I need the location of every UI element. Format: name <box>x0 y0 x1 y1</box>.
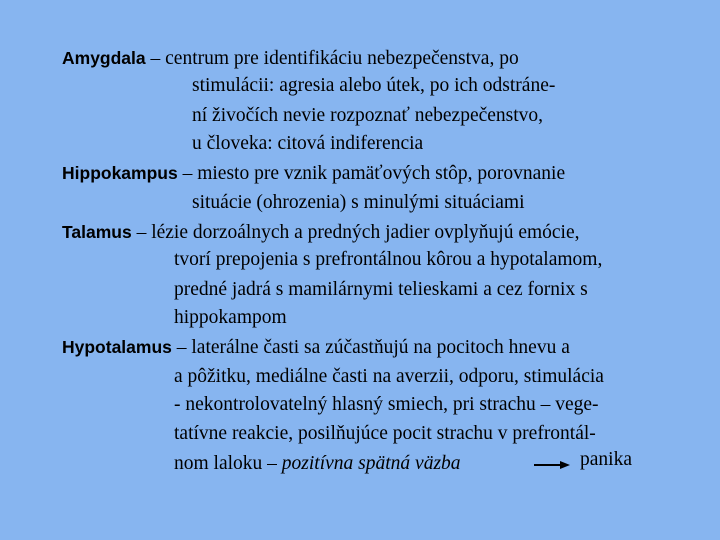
hypotalamus-line-5 <box>174 451 461 477</box>
dash: – <box>177 163 198 184</box>
term-hippokampus: Hippokampus <box>62 163 178 183</box>
dash: – <box>131 222 152 243</box>
term-hypotalamus: Hypotalamus <box>62 337 172 357</box>
dash: – <box>171 337 192 358</box>
hippokampus-text-1: miesto pre vznik pamäťových stôp, porovnanie <box>197 163 566 184</box>
hypotalamus-line-2: a pôžitku, mediálne časti na averzii, odporu, stimulácia <box>174 366 604 387</box>
talamus-line-2: tvorí prepojenia s prefrontálnou kôrou a hypotalamom, <box>174 249 603 270</box>
hypotalamus-line-1 <box>62 334 570 361</box>
hypotalamus-line-4: tatívne reakcie, posilňujúce pocit strachu v prefrontál- <box>174 423 596 444</box>
hypotalamus-text-5: nom laloku – <box>174 453 282 474</box>
amygdala-text-1: centrum pre identifikáciu nebezpečenstva, po <box>165 48 519 69</box>
hippokampus-line-1 <box>62 160 565 187</box>
talamus-text-1: lézie dorzoálnych a predných jadier ovplyňujú emócie, <box>151 222 580 243</box>
term-talamus: Talamus <box>62 222 132 242</box>
talamus-line-4: hippokampom <box>174 307 287 328</box>
hippokampus-line-2: situácie (ohrozenia) s minulými situáciami <box>192 192 525 213</box>
right-arrow-icon <box>534 463 570 467</box>
hypotalamus-line-3: - nekontrolovatelný hlasný smiech, pri strachu – vege- <box>174 394 599 415</box>
amygdala-line-3: ní živočích nevie rozpoznať nebezpečenstvo, <box>192 105 544 126</box>
amygdala-line-4: u človeka: citová indiferencia <box>192 133 424 154</box>
result-text: panika <box>580 449 632 470</box>
talamus-line-3: predné jadrá s mamilárnymi telieskami a cez fornix s <box>174 279 588 300</box>
hypotalamus-text-1: laterálne časti sa zúčastňujú na pocitoch hnevu a <box>191 337 570 358</box>
amygdala-line-1 <box>62 45 519 72</box>
talamus-line-1 <box>62 219 580 246</box>
emphasis-text: pozitívna spätná väzba <box>281 453 461 474</box>
amygdala-line-2: stimulácii: agresia alebo útek, po ich odstráne- <box>192 75 556 96</box>
term-amygdala: Amygdala <box>62 48 146 68</box>
dash: – <box>145 48 166 69</box>
